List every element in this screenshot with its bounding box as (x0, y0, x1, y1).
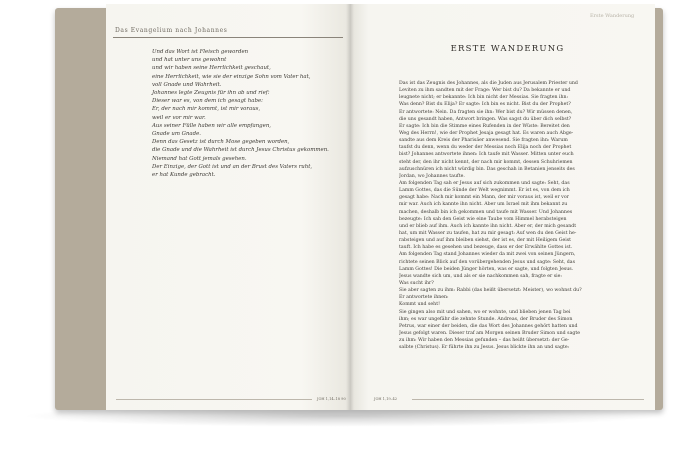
book-gutter (346, 4, 354, 410)
body-text-line: Leviten zu ihm sandten mit der Frage: Wer bist du? Da bekannte er und (399, 88, 571, 94)
body-text-line: gesagt habe: Nach mir kommt ein Mann, der mir voraus ist, weil er vor (399, 195, 569, 201)
body-text-line: aufzuschnüren ich nicht würdig bin. Das geschah in Betanien jenseits des (399, 166, 575, 172)
body-text-line: Jordan, wo Johannes taufte. (399, 173, 465, 179)
body-text-line: Jesus wandte sich um, und als er sie nachkommen sah, fragte er sie: (399, 273, 562, 279)
body-text-line: Sie aber sagten zu ihm: Rabbi (das heißt übersetzt: Meister), wo wohnst du? (399, 288, 582, 294)
body-text-line: Was denn? Bist du Elija? Er sagte: Ich bin es nicht. Bist du der Prophet? (399, 102, 571, 108)
prologue-verse-block (152, 48, 329, 179)
verse-line: und wir haben seine Herrlichkeit geschaut, (152, 65, 271, 72)
body-text-line: tauft. Ich habe es gesehen und bezeuge, dass er der Erwählte Gottes ist. (399, 245, 573, 251)
body-text-line: bezeugte: Ich sah den Geist wie eine Taube vom Himmel herabsteigen (399, 216, 567, 222)
verse-line: Gnade um Gnade. (152, 131, 201, 138)
body-text-line: Er antwortete: Nein. Da fragten sie ihn: Wer bist du? Wir müssen denen, (399, 109, 573, 115)
body-text-line: Petrus, war einer der beiden, die das Wort des Johannes gehört hatten und (399, 323, 578, 329)
body-text-line: Am folgenden Tag stand Johannes wieder da mit zwei von seinen Jüngern, (399, 252, 576, 258)
body-text-line: und er blieb auf ihm. Auch ich kannte ihn nicht. Aber er, der mich gesandt (399, 223, 577, 229)
body-text-line: Das ist das Zeugnis des Johannes, als die Juden aus Jerusalem Priester und (399, 81, 578, 86)
left-footer-rule (116, 399, 312, 400)
body-text-line: salbte (Christus). Er führte ihn zu Jesus. Jesus blickte ihn an und sagte: (399, 345, 570, 351)
verse-line: Dieser war es, von dem ich gesagt habe: (152, 98, 263, 105)
body-text-line: hat, um mit Wasser zu taufen, hat zu mir gesagt: Auf wen du den Geist he- (399, 230, 577, 236)
right-footer-rule (412, 399, 644, 400)
verse-line: Und das Wort ist Fleisch geworden (152, 49, 249, 55)
right-running-head: Erste Wanderung (590, 13, 635, 19)
verse-line: weil er vor mir war. (152, 114, 206, 121)
body-text-line: Am folgenden Tag sah er Jesus auf sich zukommen und sagte: Seht, das (399, 180, 570, 186)
right-page-footer: JOH 1,19–42 (374, 397, 398, 401)
left-page-footer: JOH 1,14–18 90 (317, 397, 346, 401)
chapter-title: ERSTE WANDERUNG (450, 44, 565, 54)
body-text-line: ihm; es war ungefähr die zehnte Stunde. Andreas, der Bruder des Simon (399, 316, 573, 322)
body-text-line: rabsteigen und auf ihm bleiben siehst, der ist es, der mit Heiligem Geist (399, 238, 572, 244)
body-text-line: sandte aus dem Kreis der Pharisäer anwesend. Sie fragten ihn: Warum (399, 138, 568, 144)
body-text-line: bist? Johannes antwortete ihnen: Ich taufe mit Wasser. Mitten unter euch (399, 152, 574, 158)
body-text-line: taufst du denn, wenn du weder der Messias noch Elija noch der Prophet (399, 145, 572, 151)
body-text-line: Lamm Gottes! Die beiden Jünger hörten, was er sagte, und folgten Jesus. (399, 266, 574, 272)
verse-line: die Gnade und die Wahrheit ist durch Jesus Christus gekommen. (152, 147, 329, 154)
verse-line: und hat unter uns gewohnt (152, 57, 227, 64)
body-text-line: die uns gesandt haben, Antwort bringen. Was sagst du über dich selbst? (399, 116, 572, 122)
body-text-line: Jesus gefolgt waren. Dieser traf am Morgen seinen Bruder Simon und sagte (399, 330, 581, 336)
body-text-line: Er antwortete ihnen: (399, 295, 449, 301)
body-text-line: mir war. Auch ich kannte ihn nicht. Aber um Israel mit ihm bekannt zu (399, 202, 568, 208)
body-text-line: leugnete nicht; er bekannte: Ich bin nicht der Messias. Sie fragten ihn: (399, 95, 569, 101)
chapter-body-text (399, 80, 647, 351)
left-running-head: Das Evangelium nach Johannes (115, 27, 228, 34)
body-text-line: machen, deshalb bin ich gekommen und taufe mit Wasser. Und Johannes (399, 209, 573, 215)
body-text-line: Er sagte: Ich bin die Stimme eines Rufenden in der Wüste: Bereitet den (399, 123, 570, 129)
body-text-line: Sie gingen also mit und sahen, wo er wohnte, und blieben jenen Tag bei (399, 309, 571, 315)
body-text-line: zu ihm: Wir haben den Messias gefunden – das heißt übersetzt: der Ge- (399, 338, 570, 344)
body-text-line: Was sucht ihr? (399, 280, 434, 286)
left-head-rule (113, 37, 343, 38)
verse-line: eine Herrlichkeit, wie sie der einzige Sohn vom Vater hat, (152, 73, 311, 80)
verse-line: Aus seiner Fülle haben wir alle empfangen, (152, 122, 272, 129)
body-text-line: Kommt und seht! (399, 302, 440, 308)
verse-line: Johannes legte Zeugnis für ihn ab und rief: (152, 90, 270, 97)
body-text-line: richtete seinen Blick auf den vorübergehenden Jesus und sagte: Seht, das (399, 259, 576, 265)
body-text-line: steht der, den ihr nicht kennt, der nach mir kommt, dessen Schuhriemen (399, 159, 573, 165)
verse-line: voll Gnade und Wahrheit. (152, 81, 222, 88)
body-text-line: Lamm Gottes, das die Sünde der Welt wegnimmt. Er ist es, von dem ich (399, 188, 570, 194)
verse-line: er hat Kunde gebracht. (152, 172, 216, 179)
verse-line: Der Einzige, der Gott ist und an der Brust des Vaters ruht, (152, 163, 313, 170)
verse-line: Denn das Gesetz ist durch Mose gegeben worden, (152, 139, 290, 146)
body-text-line: Weg des Herrn!, wie der Prophet Jesaja gesagt hat. Es waren auch Abge- (399, 130, 574, 136)
verse-line: Er, der nach mir kommt, ist mir voraus, (152, 106, 261, 113)
verse-line: Niemand hat Gott jemals gesehen. (152, 155, 247, 162)
